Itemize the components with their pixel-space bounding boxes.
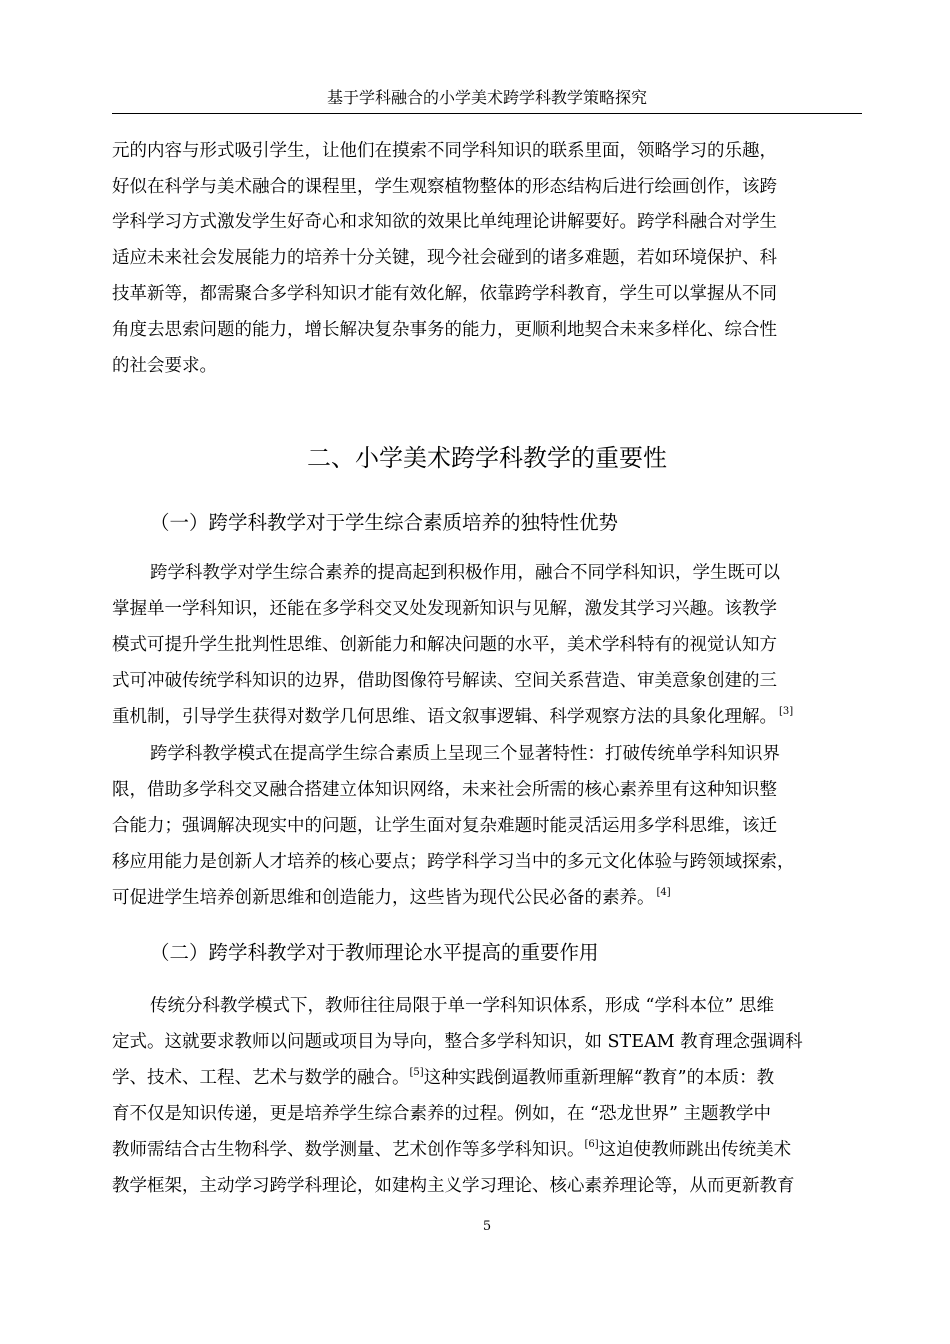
s2p1-line-3-text-b: 这种实践倒逼教师重新理解“教育”的本质：教 (423, 1068, 775, 1088)
paragraph-1-line-5: 技革新等，都需聚合多学科知识才能有效化解，依靠跨学科教育，学生可以掌握从不同 (112, 284, 777, 304)
subsection-2-heading: （二）跨学科教学对于教师理论水平提高的重要作用 (150, 941, 599, 964)
s2p1-line-3 (112, 1063, 774, 1096)
s1p1-line-4: 式可冲破传统学科知识的边界，借助图像符号解读、空间关系营造、审美意象创建的三 (112, 671, 777, 691)
s2p1-line-5-text-b: 这迫使教师跳出传统美术 (598, 1140, 792, 1160)
s1p1-line-1: 跨学科教学对学生综合素养的提高起到积极作用，融合不同学科知识，学生既可以 (150, 563, 780, 583)
s2p1-line-6: 教学框架，主动学习跨学科理论，如建构主义学习理论、核心素养理论等，从而更新教育 (112, 1176, 795, 1196)
s1p1-line-5-text: 重机制，引导学生获得对数学几何思维、语文叙事逻辑、科学观察方法的具象化理解。 (112, 707, 777, 727)
paragraph-1-line-4: 适应未来社会发展能力的培养十分关键，现今社会碰到的诸多难题，若如环境保护、科 (112, 248, 777, 268)
header-divider (112, 113, 862, 114)
citation-ref-5: [5] (409, 1067, 424, 1078)
s2p1-line-4: 育不仅是知识传递，更是培养学生综合素养的过程。例如，在 “恐龙世界” 主题教学中 (112, 1104, 772, 1124)
s2p1-line-2: 定式。这就要求教师以问题或项目为导向，整合多学科知识，如 STEAM 教育理念强调科 (112, 1032, 803, 1052)
s2p1-line-5-text-a: 教师需结合古生物科学、数学测量、艺术创作等多学科知识。 (112, 1140, 585, 1160)
paragraph-1-line-2: 好似在科学与美术融合的课程里，学生观察植物整体的形态结构后进行绘画创作，该跨 (112, 177, 777, 197)
citation-ref-6: [6] (584, 1139, 599, 1150)
section-heading: 二、小学美术跨学科教学的重要性 (307, 444, 667, 472)
s1p2-line-2: 限，借助多学科交叉融合搭建立体知识网络，未来社会所需的核心素养里有这种知识整 (112, 780, 777, 800)
paragraph-1-line-3: 学科学习方式激发学生好奇心和求知欲的效果比单纯理论讲解要好。跨学科融合对学生 (112, 212, 777, 232)
subsection-1-heading: （一）跨学科教学对于学生综合素质培养的独特性优势 (150, 511, 619, 534)
s1p2-line-1: 跨学科教学模式在提高学生综合素质上呈现三个显著特性：打破传统单学科知识界 (150, 744, 780, 764)
s2p1-line-3-text-a: 学、技术、工程、艺术与数学的融合。 (112, 1068, 410, 1088)
paragraph-1-line-1: 元的内容与形式吸引学生，让他们在摸索不同学科知识的联系里面，领略学习的乐趣， (112, 141, 777, 161)
s1p1-line-5 (112, 702, 793, 735)
s1p1-line-2: 掌握单一学科知识，还能在多学科交叉处发现新知识与见解，激发其学习兴趣。该教学 (112, 599, 777, 619)
s1p2-line-5-text: 可促进学生培养创新思维和创造能力，这些皆为现代公民必备的素养。 (112, 888, 655, 908)
paragraph-1-line-6: 角度去思索问题的能力，增长解决复杂事务的能力，更顺利地契合未来多样化、综合性 (112, 320, 777, 340)
citation-ref-4: [4] (656, 887, 671, 898)
page-number: 5 (482, 1219, 492, 1234)
citation-ref-3: [3] (779, 706, 794, 717)
paragraph-1-line-7: 的社会要求。 (112, 356, 217, 376)
s2p1-line-5 (112, 1135, 791, 1168)
s1p2-line-3: 合能力；强调解决现实中的问题，让学生面对复杂难题时能灵活运用多学科思维，该迁 (112, 816, 777, 836)
s1p2-line-4: 移应用能力是创新人才培养的核心要点；跨学科学习当中的多元文化体验与跨领域探索， (112, 852, 795, 872)
s2p1-line-1: 传统分科教学模式下，教师往往局限于单一学科知识体系，形成 “学科本位” 思维 (150, 996, 775, 1016)
running-header: 基于学科融合的小学美术跨学科教学策略探究 (326, 88, 647, 107)
s1p2-line-5 (112, 883, 671, 916)
s1p1-line-3: 模式可提升学生批判性思维、创新能力和解决问题的水平，美术学科特有的视觉认知方 (112, 635, 777, 655)
